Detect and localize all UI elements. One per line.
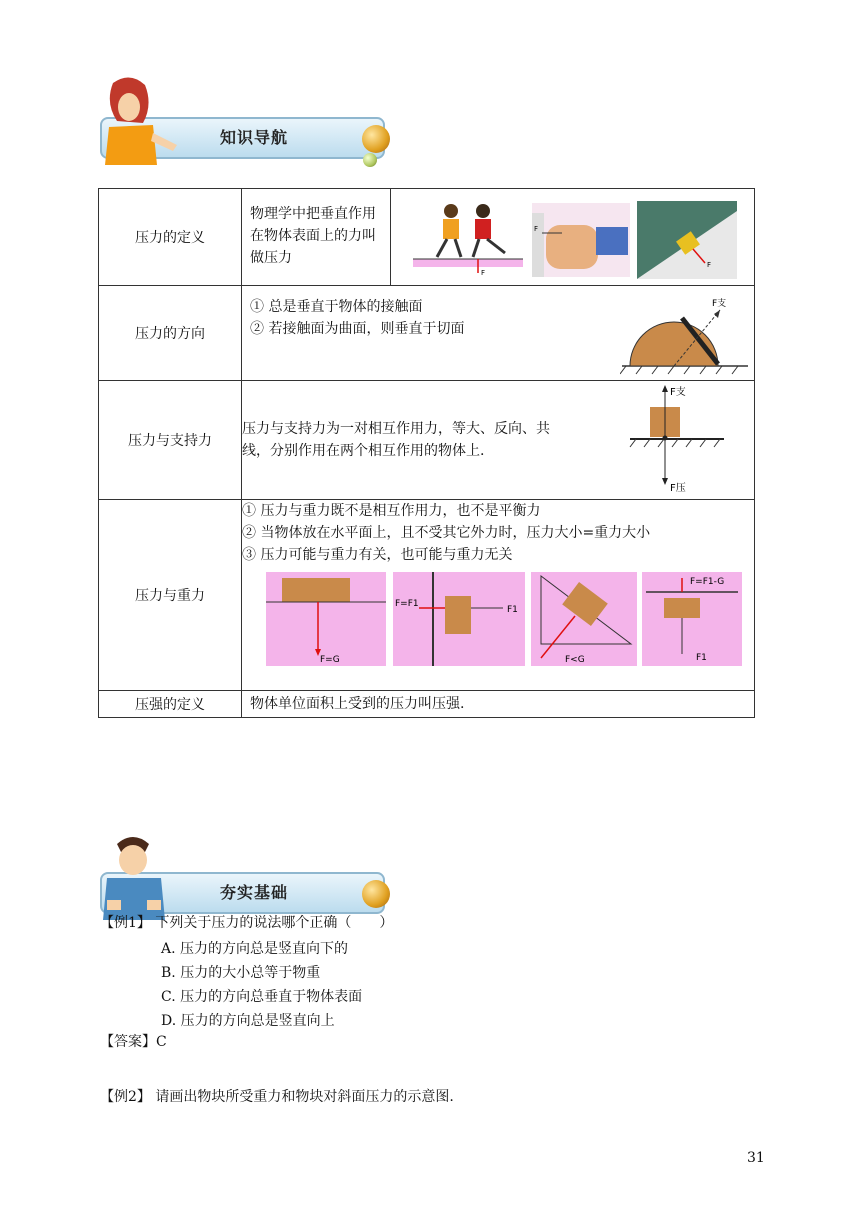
row-label: 压力与支持力 [99, 381, 242, 500]
option: C. 压力的方向总垂直于物体表面 [161, 989, 363, 1005]
section-banner-knowledge [95, 75, 395, 170]
example1-answer [100, 1030, 167, 1054]
row-content: 压力与支持力为一对相互作用力，等大、反向、共线，分别作用在两个相互作用的物体上. [242, 421, 550, 459]
table-row [99, 189, 755, 286]
table-row [99, 381, 755, 500]
force-label: F支 [712, 299, 727, 309]
figure-gravity-ceiling [642, 572, 742, 666]
example-label: 【例1】 [100, 915, 151, 931]
figure-gravity-incline [531, 572, 637, 666]
force-label: F [707, 261, 712, 269]
section-title: 知识导航 [220, 128, 289, 147]
row-line: ① 压力与重力既不是相互作用力，也不是平衡力 [242, 503, 541, 519]
figure-support-force [628, 385, 728, 495]
table-row [99, 286, 755, 381]
row-line: ③ 压力可能与重力有关，也可能与重力无关 [242, 547, 513, 563]
question-text: 请画出物块所受重力和物块对斜面压力的示意图. [155, 1089, 454, 1105]
cartoon-girl-icon [95, 75, 185, 170]
row-line: ① 总是垂直于物体的接触面 [250, 299, 423, 315]
figure-thumb-push [532, 203, 630, 277]
figure-gravity-flat [266, 572, 386, 666]
row-label: 压强的定义 [99, 691, 242, 718]
ornament-icon [363, 153, 377, 167]
figure-pushing-people [413, 199, 523, 279]
row-line: ② 若接触面为曲面，则垂直于切面 [250, 321, 465, 337]
page-number: 31 [747, 1150, 765, 1166]
question-text: 下列关于压力的说法哪个正确（ ） [155, 915, 394, 931]
force-label: F1 [507, 605, 518, 615]
option: D. 压力的方向总是竖直向上 [161, 1013, 335, 1029]
force-label: F<G [565, 655, 585, 665]
ornament-icon [362, 125, 390, 153]
force-label: F=G [320, 655, 340, 665]
ornament-icon [362, 880, 390, 908]
knowledge-table [98, 188, 755, 718]
figure-incline-block [637, 201, 737, 279]
force-label: F压 [670, 483, 686, 494]
table-row [99, 691, 755, 718]
force-label: F=F1 [395, 599, 419, 609]
force-label: F支 [670, 387, 686, 398]
example-label: 【例2】 [100, 1089, 151, 1105]
option: B. 压力的大小总等于物重 [161, 965, 321, 981]
figure-hemisphere-rod [620, 294, 750, 376]
row-content: 物体单位面积上受到的压力叫压强. [242, 691, 755, 718]
answer-value: C [156, 1034, 167, 1050]
row-content: 物理学中把垂直作用在物体表面上的力叫做压力 [242, 189, 391, 285]
example2-question [100, 1085, 454, 1109]
force-label: F [534, 225, 539, 233]
force-label: F [481, 269, 486, 277]
example1-question [100, 911, 393, 935]
row-line: ② 当物体放在水平面上，且不受其它外力时，压力大小=重力大小 [242, 525, 651, 541]
force-label: F=F1-G [690, 577, 725, 587]
row-label: 压力的方向 [99, 286, 242, 381]
option: A. 压力的方向总是竖直向下的 [161, 941, 349, 957]
definition-figures [391, 189, 754, 285]
answer-label: 【答案】 [100, 1034, 156, 1050]
figure-gravity-wall [393, 572, 525, 666]
table-row [99, 500, 755, 691]
force-label: F1 [696, 653, 707, 663]
row-label: 压力的定义 [99, 189, 242, 286]
section-title: 夯实基础 [220, 883, 289, 902]
row-label: 压力与重力 [99, 500, 242, 691]
